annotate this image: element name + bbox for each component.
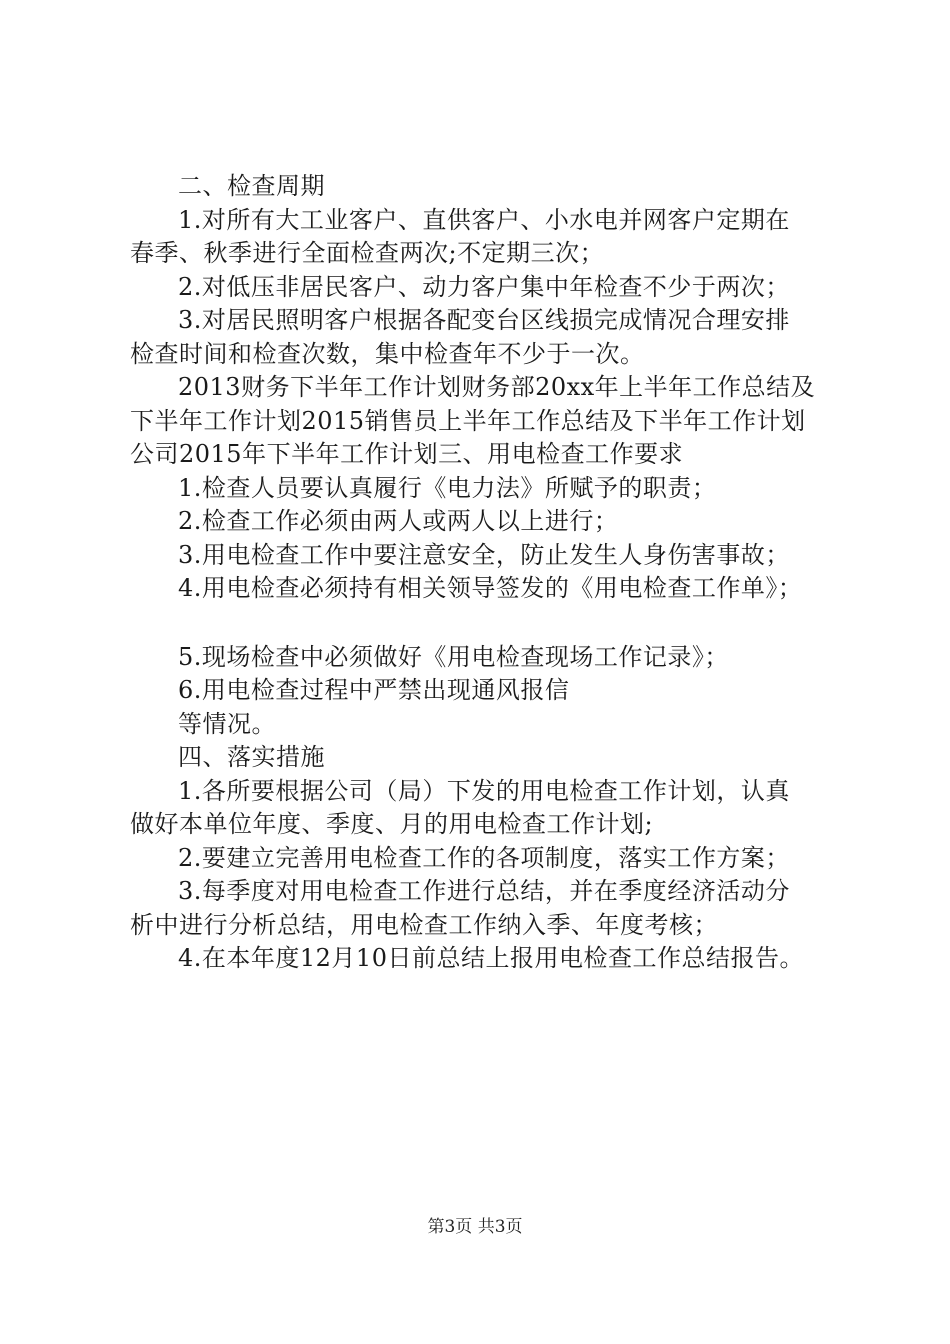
paragraph-line: 下半年工作计划2015销售员上半年工作总结及下半年工作计划: [130, 406, 806, 435]
paragraph-line: 2.要建立完善用电检查工作的各项制度，落实工作方案；: [178, 843, 790, 872]
paragraph-line: 2.检查工作必须由两人或两人以上进行；: [178, 507, 619, 535]
paragraph-line: 3.对居民照明客户根据各配变台区线损完成情况合理安排: [178, 306, 790, 334]
paragraph-line: 4.用电检查必须持有相关领导签发的《用电检查工作单》；: [178, 574, 803, 602]
paragraph-line: 3.每季度对用电检查工作进行总结，并在季度经济活动分: [178, 877, 790, 905]
page-footer: 第3页 共3页: [427, 1217, 523, 1237]
section-heading-implementation: 四、落实措施: [178, 743, 325, 771]
paragraph-line: 公司2015年下半年工作计划三、用电检查工作要求: [130, 440, 684, 468]
section-heading-inspection-cycle: 二、检查周期: [178, 172, 325, 200]
paragraph-line: 1.检查人员要认真履行《电力法》所赋予的职责；: [178, 473, 717, 502]
paragraph-line: 5.现场检查中必须做好《用电检查现场工作记录》；: [178, 642, 729, 671]
paragraph-line: 4.在本年度12月10日前总结上报用电检查工作总结报告。: [178, 944, 804, 972]
paragraph-line: 春季、秋季进行全面检查两次;不定期三次；: [130, 239, 605, 267]
paragraph-line: 1.各所要根据公司（局）下发的用电检查工作计划，认真: [178, 776, 790, 805]
paragraph-line: 6.用电检查过程中严禁出现通风报信: [178, 676, 570, 704]
paragraph-line: 3.用电检查工作中要注意安全，防止发生人身伤害事故；: [178, 540, 790, 569]
paragraph-line: 2013财务下半年工作计划财务部20xx年上半年工作总结及: [178, 373, 816, 401]
document-body: [130, 170, 830, 976]
paragraph-line: 1.对所有大工业客户、直供客户、小水电并网客户定期在: [178, 205, 790, 234]
paragraph-gap: [130, 606, 830, 641]
paragraph-line: 析中进行分析总结，用电检查工作纳入季、年度考核；: [130, 910, 718, 939]
paragraph-line: 检查时间和检查次数，集中检查年不少于一次。: [130, 339, 645, 368]
paragraph-line: 等情况。: [178, 709, 276, 738]
paragraph-line: 做好本单位年度、季度、月的用电检查工作计划;: [130, 810, 654, 838]
paragraph-line: 2.对低压非居民客户、动力客户集中年检查不少于两次；: [178, 272, 790, 301]
